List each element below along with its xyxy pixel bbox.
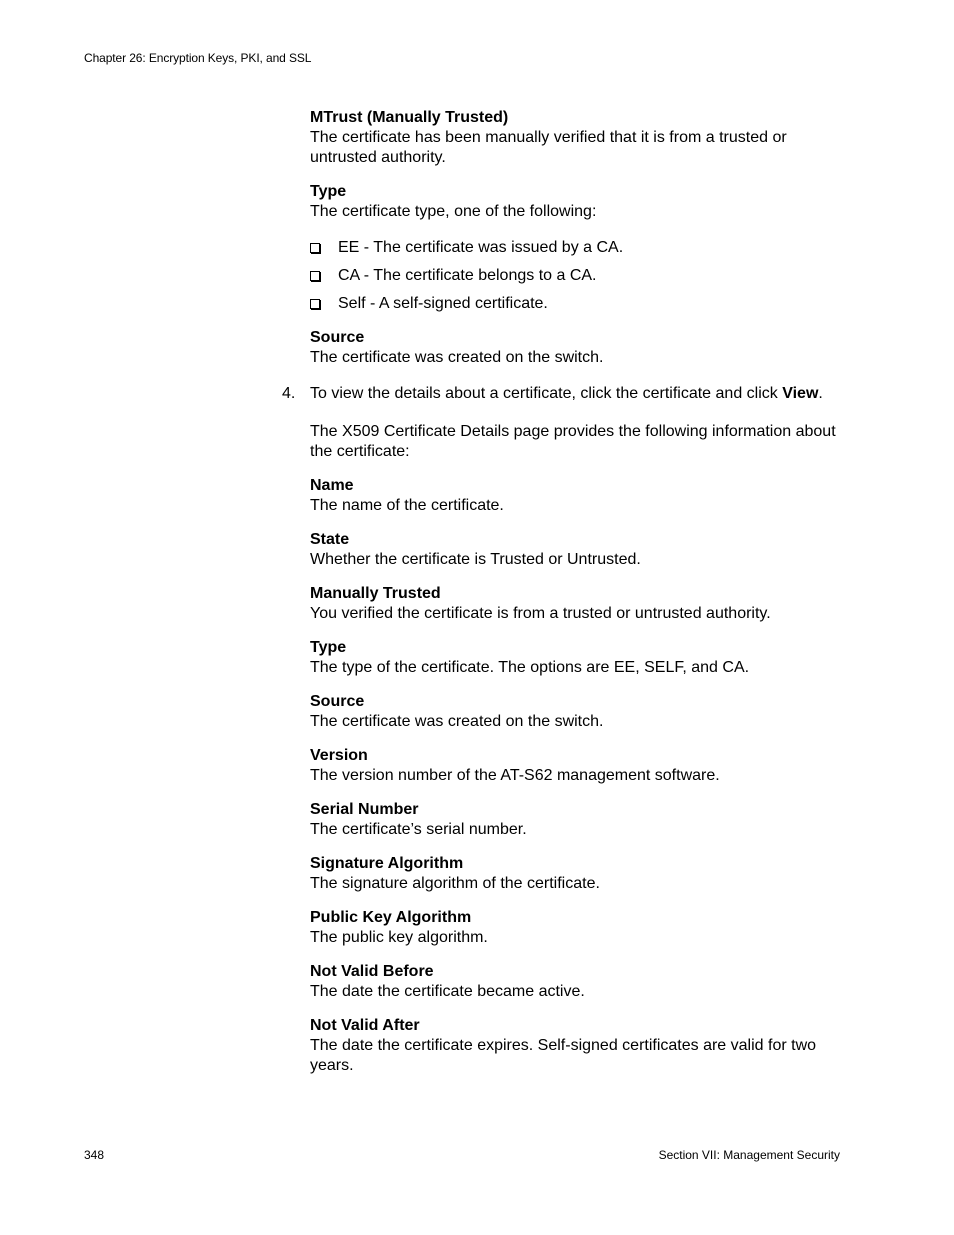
page-number: 348	[84, 1148, 105, 1162]
checkbox-bullet-icon	[310, 243, 320, 253]
term: Version	[310, 747, 368, 764]
term: Public Key Algorithm	[310, 909, 472, 926]
term: Manually Trusted	[310, 585, 441, 602]
term: Serial Number	[310, 801, 419, 818]
definition-entry	[310, 800, 840, 840]
list-item-text: CA - The certificate belongs to a CA.	[338, 267, 597, 284]
definition-entry	[310, 108, 840, 168]
definition: The version number of the AT-S62 management software.	[310, 767, 720, 784]
definition: The certificate was created on the switch.	[310, 713, 604, 730]
definition-entry	[310, 476, 840, 516]
definition: The date the certificate became active.	[310, 983, 585, 1000]
list-item	[310, 238, 840, 258]
definition: The public key algorithm.	[310, 929, 488, 946]
list-item-text: Self - A self-signed certificate.	[338, 295, 548, 312]
definition-entry	[310, 962, 840, 1002]
type-list	[310, 238, 840, 314]
list-item	[310, 266, 840, 286]
step-text-end: .	[818, 385, 823, 402]
definition: The certificate was created on the switch.	[310, 349, 604, 366]
term: State	[310, 531, 350, 548]
definition: The name of the certificate.	[310, 497, 504, 514]
step-number: 4.	[282, 385, 296, 402]
list-item	[310, 294, 840, 314]
checkbox-bullet-icon	[310, 299, 320, 309]
definition-entry	[310, 854, 840, 894]
checkbox-bullet-icon	[310, 271, 320, 281]
procedure-step	[282, 384, 840, 404]
definition-entry	[310, 530, 840, 570]
definition-entry	[310, 692, 840, 732]
definition-entry	[310, 182, 840, 222]
definition-entry	[310, 746, 840, 786]
term: Signature Algorithm	[310, 855, 464, 872]
term: Type	[310, 639, 347, 656]
definition-entry	[310, 638, 840, 678]
definition: The type of the certificate. The options are EE, SELF, and CA.	[310, 659, 750, 676]
definition: The date the certificate expires. Self-signed certificates are valid for two years.	[310, 1037, 817, 1074]
term: Not Valid Before	[310, 963, 434, 980]
page-body	[282, 108, 840, 1090]
term: Name	[310, 477, 354, 494]
definition: You verified the certificate is from a trusted or untrusted authority.	[310, 605, 771, 622]
term: Source	[310, 693, 365, 710]
term: Type	[310, 183, 347, 200]
term: Not Valid After	[310, 1017, 420, 1034]
step-text: To view the details about a certificate, click the certificate and click	[310, 385, 783, 402]
running-header: Chapter 26: Encryption Keys, PKI, and SSL	[84, 51, 312, 65]
definition-entry	[310, 1016, 840, 1076]
definition: Whether the certificate is Trusted or Untrusted.	[310, 551, 641, 568]
definition-entry	[310, 584, 840, 624]
view-term: View	[782, 385, 819, 402]
intro-paragraph: The X509 Certificate Details page provides the following information about the certificate:	[310, 423, 836, 460]
definition-entry	[310, 328, 840, 368]
definition-entry	[310, 908, 840, 948]
section-footer: Section VII: Management Security	[658, 1148, 840, 1162]
term: MTrust (Manually Trusted)	[310, 109, 509, 126]
definition: The certificate has been manually verified that it is from a trusted or untrusted authority.	[310, 129, 787, 166]
definition: The certificate type, one of the following:	[310, 203, 597, 220]
term: Source	[310, 329, 365, 346]
definition: The signature algorithm of the certificate.	[310, 875, 600, 892]
list-item-text: EE - The certificate was issued by a CA.	[338, 239, 624, 256]
definition: The certificate’s serial number.	[310, 821, 527, 838]
